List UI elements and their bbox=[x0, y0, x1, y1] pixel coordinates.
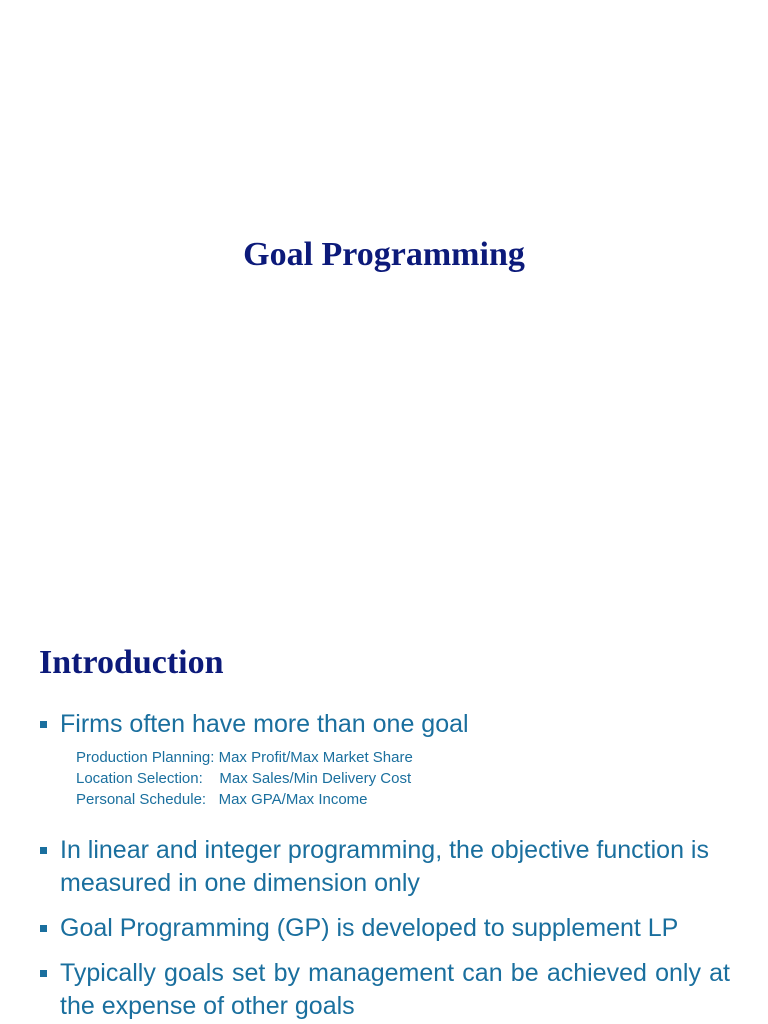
bullet-item bbox=[38, 834, 730, 900]
sub-item: Location Selection: Max Sales/Min Delivery Cost bbox=[76, 770, 412, 787]
sub-item: Personal Schedule: Max GPA/Max Income bbox=[76, 791, 368, 808]
square-bullet-icon bbox=[40, 721, 47, 728]
square-bullet-icon bbox=[40, 925, 47, 932]
square-bullet-icon bbox=[40, 970, 47, 977]
bullet-text: Typically goals set by management can be achieved only at the expense of other goals bbox=[60, 959, 730, 1020]
bullet-item bbox=[38, 708, 730, 810]
sub-item: Production Planning: Max Profit/Max Market Share bbox=[76, 749, 413, 766]
section-title: Introduction bbox=[39, 644, 224, 681]
introduction-slide bbox=[0, 512, 768, 1024]
bullet-list bbox=[38, 708, 730, 1023]
bullet-text: Goal Programming (GP) is developed to supplement LP bbox=[60, 914, 679, 942]
bullet-text: Firms often have more than one goal bbox=[60, 710, 469, 738]
bullet-text: In linear and integer programming, the objective function is measured in one dimension only bbox=[60, 836, 709, 897]
slide-title: Goal Programming bbox=[243, 236, 525, 273]
bullet-item bbox=[38, 912, 730, 945]
sub-list bbox=[76, 747, 730, 810]
bullet-item bbox=[38, 957, 730, 1023]
square-bullet-icon bbox=[40, 847, 47, 854]
